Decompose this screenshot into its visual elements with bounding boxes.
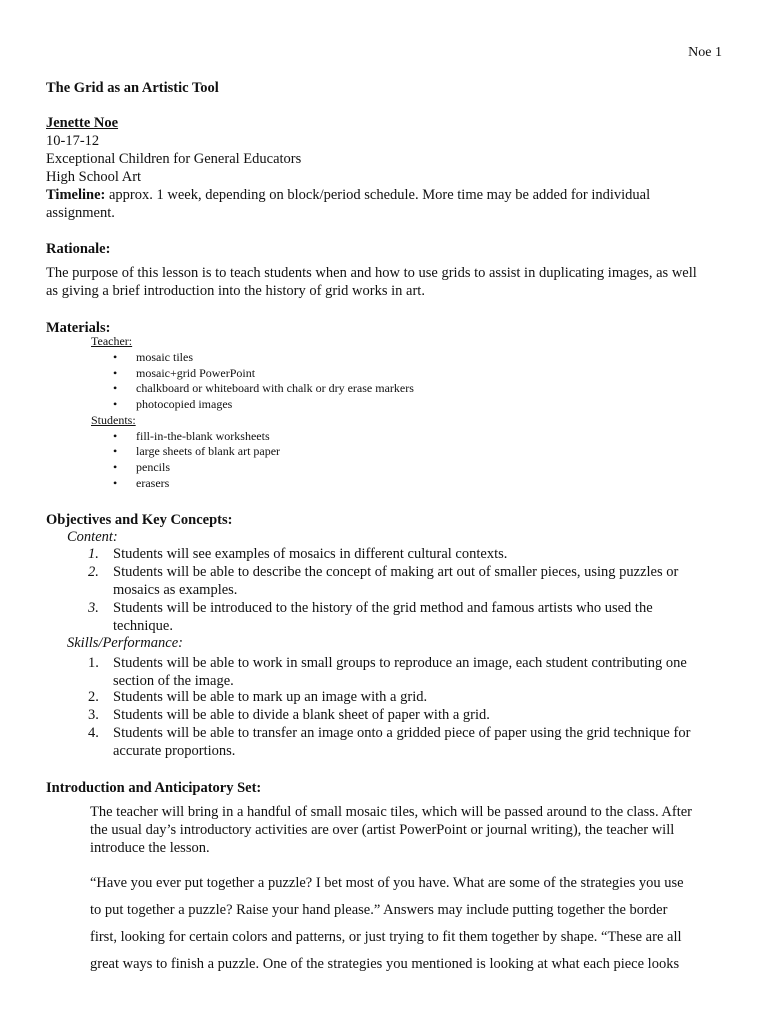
timeline-line-2: assignment. [46, 205, 115, 221]
bullet-icon: • [113, 476, 118, 490]
students-label: Students: [91, 413, 136, 427]
bullet-icon: • [113, 444, 118, 458]
rationale-line-2: as giving a brief introduction into the history of grid works in art. [46, 283, 425, 299]
rationale-line-1: The purpose of this lesson is to teach students when and how to use grids to assist in duplicating images, as well [46, 265, 697, 281]
document-page: Noe 1 The Grid as an Artistic Tool Jenette Noe 10-17-12 Exceptional Children for General Educators High School Art Timeline: approx. 1 week, depending on block/period schedule. More time may be added for individual assignment. Rationale: The purpose of this lesson is to teach students when and how to use grids to assist in duplicating images, as well as giving a brief introduction into the history of grid works in art. Materials: Teacher: • mosaic tiles • mosaic+grid PowerPoint • chalkboard or whiteboard with chalk or dry erase markers • photocopied images Students: • fill-in-the-blank worksheets • large sheets of blank art paper • pencils • erasers Objectives and Key Concepts: Content: 1. Students will see examples of mosaics in different cultural contexts. 2. Students will be able to describe the concept of making art out of smaller pieces, using puzzles or mosaics as examples. 3. Students will be introduced to the history of the grid method and famous artists who used the technique. Skills/Performance: 1. Students will be able to work in small groups to reproduce an image, each student contributing one section of the image. 2. Students will be able to mark up an image with a grid. 3. Students will be able to divide a blank sheet of paper with a grid. 4. Students will be able to transfer an image onto a gridded piece of paper using the grid technique for accurate proportions. Introduction and Anticipatory Set: The teacher will bring in a handful of small mosaic tiles, which will be passed around to the class. After the usual day’s introductory activities are over (artist PowerPoint or journal writing), the teacher will introduce the lesson. “Have you ever put together a puzzle? I bet most of you have. What are some of the strategies you use to put together a puzzle? Raise your hand please.” Answers may include putting together the border first, looking for certain colors and patterns, or just trying to fit them together by shape. “These are all great ways to finish a puzzle. One of the strategies you mentioned is looking at what each piece looks [0, 0, 768, 1024]
content-label: Content: [67, 529, 118, 545]
running-head: Noe 1 [688, 45, 722, 60]
list-item: 1. Students will see examples of mosaics in different cultural contexts. [88, 546, 508, 562]
bullet-icon: • [113, 381, 118, 395]
timeline-label: Timeline: [46, 187, 106, 203]
author-name: Jenette Noe [46, 115, 119, 131]
list-item: 4. Students will be able to transfer an image onto a gridded piece of paper using the grid technique for accurate proportions. [88, 725, 691, 759]
document-title: The Grid as an Artistic Tool [46, 80, 219, 96]
intro-paragraph: The teacher will bring in a handful of small mosaic tiles, which will be passed around to the class. After the usual day’s introductory activities are over (artist PowerPoint or journal writing), the teacher will introduce the lesson. [90, 804, 692, 856]
list-item: 1. Students will be able to work in small groups to reproduce an image, each student contributing one section of the image. [88, 655, 687, 689]
skills-label: Skills/Performance: [67, 635, 183, 651]
introduction-heading: Introduction and Anticipatory Set: [46, 780, 262, 796]
materials-heading: Materials: [46, 320, 111, 336]
bullet-icon: • [113, 429, 118, 443]
timeline-text: approx. 1 week, depending on block/period schedule. More time may be added for individual [105, 187, 651, 203]
course-line: Exceptional Children for General Educators [46, 151, 302, 167]
bullet-icon: • [113, 397, 118, 411]
list-item: 3. Students will be introduced to the history of the grid method and famous artists who used the technique. [88, 600, 653, 634]
objectives-heading: Objectives and Key Concepts: [46, 512, 233, 528]
subject-line: High School Art [46, 169, 142, 185]
list-item: 3. Students will be able to divide a blank sheet of paper with a grid. [88, 707, 490, 723]
timeline-line [46, 186, 650, 204]
list-item: 2. Students will be able to describe the concept of making art out of smaller pieces, using puzzles or mosaics as examples. [88, 564, 679, 598]
bullet-icon: • [113, 366, 118, 380]
teacher-label: Teacher: [91, 334, 133, 348]
bullet-icon: • [113, 460, 118, 474]
rationale-heading: Rationale: [46, 241, 111, 257]
intro-quote: “Have you ever put together a puzzle? I bet most of you have. What are some of the strategies you use to put together a puzzle? Raise your hand please.” Answers may include putting together the border first, looking for certain colors and patterns, or just trying to fit them together by shape. “These are all great ways to finish a puzzle. One of the strategies you mentioned is looking at what each piece looks [90, 875, 684, 972]
date-line: 10-17-12 [46, 133, 100, 149]
bullet-icon: • [113, 350, 118, 364]
list-item: 2. Students will be able to mark up an image with a grid. [88, 689, 428, 705]
